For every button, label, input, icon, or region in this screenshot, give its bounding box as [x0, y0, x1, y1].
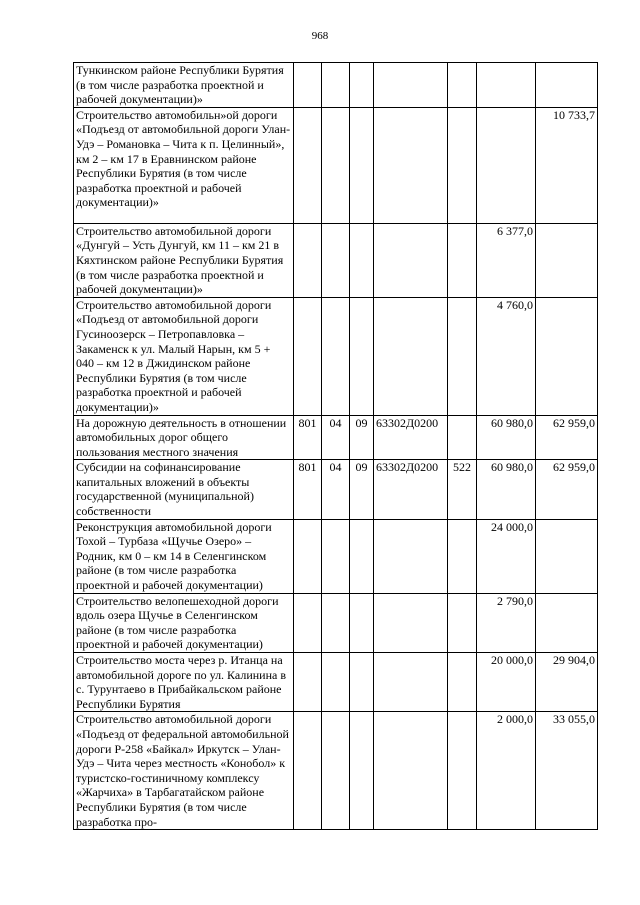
table-row [74, 712, 598, 830]
rz-cell [322, 223, 350, 297]
ved-cell [294, 297, 322, 415]
row-name-cell: Строительство автомобильной дороги «Дунгуй – Усть Дунгуй, км 11 – км 21 в Кяхтинском районе Республики Бурятия (в том числе разработка проектной и рабочей документации)» [74, 223, 294, 297]
sum-1-cell: 24 000,0 [477, 519, 536, 593]
row-name-cell: На дорожную деятельность в отношении автомобильных дорог общего пользования местного значения [74, 415, 294, 460]
pr-cell [350, 519, 374, 593]
vr-cell [448, 223, 477, 297]
sum-2-cell [536, 63, 598, 108]
csr-cell [374, 297, 448, 415]
pr-cell [350, 107, 374, 223]
csr-cell: 63302Д0200 [374, 460, 448, 519]
csr-cell [374, 712, 448, 830]
rz-cell [322, 653, 350, 712]
csr-cell [374, 593, 448, 652]
sum-1-cell: 4 760,0 [477, 297, 536, 415]
ved-cell [294, 712, 322, 830]
ved-cell: 801 [294, 460, 322, 519]
sum-1-cell: 2 790,0 [477, 593, 536, 652]
table-row [74, 107, 598, 223]
rz-cell: 04 [322, 460, 350, 519]
sum-1-cell: 60 980,0 [477, 460, 536, 519]
rz-cell [322, 712, 350, 830]
vr-cell [448, 712, 477, 830]
table-row [74, 223, 598, 297]
row-name-cell: Строительство моста через р. Итанца на автомобильной дороге по ул. Калинина в с. Турунтаево в Прибайкальском районе Республики Бурятия [74, 653, 294, 712]
vr-cell: 522 [448, 460, 477, 519]
row-name-cell: Строительство велопешеходной дороги вдоль озера Щучье в Селенгинском районе (в том числе разработка проектной и рабочей документации) [74, 593, 294, 652]
sum-2-cell [536, 519, 598, 593]
rz-cell [322, 593, 350, 652]
page-number: 968 [311, 30, 329, 42]
ved-cell [294, 223, 322, 297]
row-name-cell: Субсидии на софинансирование капитальных вложений в объекты государственной (муниципальной) собственности [74, 460, 294, 519]
vr-cell [448, 519, 477, 593]
row-name-cell: Строительство автомобильной дороги «Подъезд от автомобильной дороги Гусиноозерск – Петропавловка – Закаменск к ул. Малый Нарын, км 5 + 040 – км 12 в Джидинском районе Республики Бурятия (в том числе разработка проектной и рабочей документации)» [74, 297, 294, 415]
budget-table [73, 62, 598, 830]
sum-2-cell [536, 593, 598, 652]
ved-cell [294, 593, 322, 652]
sum-1-cell [477, 107, 536, 223]
ved-cell [294, 63, 322, 108]
sum-1-cell: 6 377,0 [477, 223, 536, 297]
sum-2-cell: 29 904,0 [536, 653, 598, 712]
pr-cell [350, 223, 374, 297]
row-name-cell: Строительство автомобильной дороги «Подъезд от федеральной автомобильной дороги Р-258 «Байкал» Иркутск – Улан-Удэ – Чита через местность «Конобол» к туристско-гостиничному комплексу «Жарчиха» в Тарбагатайском районе Республики Бурятия (в том числе разработка про- [74, 712, 294, 830]
table-row [74, 519, 598, 593]
table-row [74, 297, 598, 415]
rz-cell [322, 519, 350, 593]
sum-2-cell: 62 959,0 [536, 415, 598, 460]
sum-2-cell: 10 733,7 [536, 107, 598, 223]
vr-cell [448, 593, 477, 652]
table-row [74, 460, 598, 519]
pr-cell: 09 [350, 460, 374, 519]
rz-cell: 04 [322, 415, 350, 460]
csr-cell [374, 653, 448, 712]
pr-cell [350, 297, 374, 415]
pr-cell [350, 712, 374, 830]
sum-1-cell: 60 980,0 [477, 415, 536, 460]
row-name-cell: Реконструкция автомобильной дороги Тохой – Турбаза «Щучье Озеро» – Родник, км 0 – км 14 в Селенгинском районе (в том числе разработка проектной и рабочей документации) [74, 519, 294, 593]
sum-2-cell [536, 223, 598, 297]
pr-cell [350, 593, 374, 652]
ved-cell: 801 [294, 415, 322, 460]
sum-2-cell [536, 297, 598, 415]
row-name-cell: Строительство автомобильн»ой дороги «Подъезд от автомобильной дороги Улан-Удэ – Романовка – Чита к п. Целинный», км 2 – км 17 в Еравнинском районе Республики Бурятия (в том числе разработка проектной и рабочей документации)» [74, 107, 294, 223]
sum-2-cell: 33 055,0 [536, 712, 598, 830]
vr-cell [448, 415, 477, 460]
pr-cell: 09 [350, 415, 374, 460]
table-row [74, 653, 598, 712]
rz-cell [322, 63, 350, 108]
table-row [74, 593, 598, 652]
vr-cell [448, 653, 477, 712]
table-row [74, 63, 598, 108]
vr-cell [448, 107, 477, 223]
row-name-cell: Тункинском районе Республики Бурятия (в том числе разработка проектной и рабочей документации)» [74, 63, 294, 108]
ved-cell [294, 107, 322, 223]
vr-cell [448, 63, 477, 108]
rz-cell [322, 297, 350, 415]
sum-2-cell: 62 959,0 [536, 460, 598, 519]
ved-cell [294, 653, 322, 712]
csr-cell [374, 107, 448, 223]
sum-1-cell [477, 63, 536, 108]
rz-cell [322, 107, 350, 223]
ved-cell [294, 519, 322, 593]
csr-cell [374, 223, 448, 297]
pr-cell [350, 653, 374, 712]
vr-cell [448, 297, 477, 415]
sum-1-cell: 2 000,0 [477, 712, 536, 830]
csr-cell [374, 519, 448, 593]
csr-cell [374, 63, 448, 108]
table-row [74, 415, 598, 460]
sum-1-cell: 20 000,0 [477, 653, 536, 712]
pr-cell [350, 63, 374, 108]
csr-cell: 63302Д0200 [374, 415, 448, 460]
